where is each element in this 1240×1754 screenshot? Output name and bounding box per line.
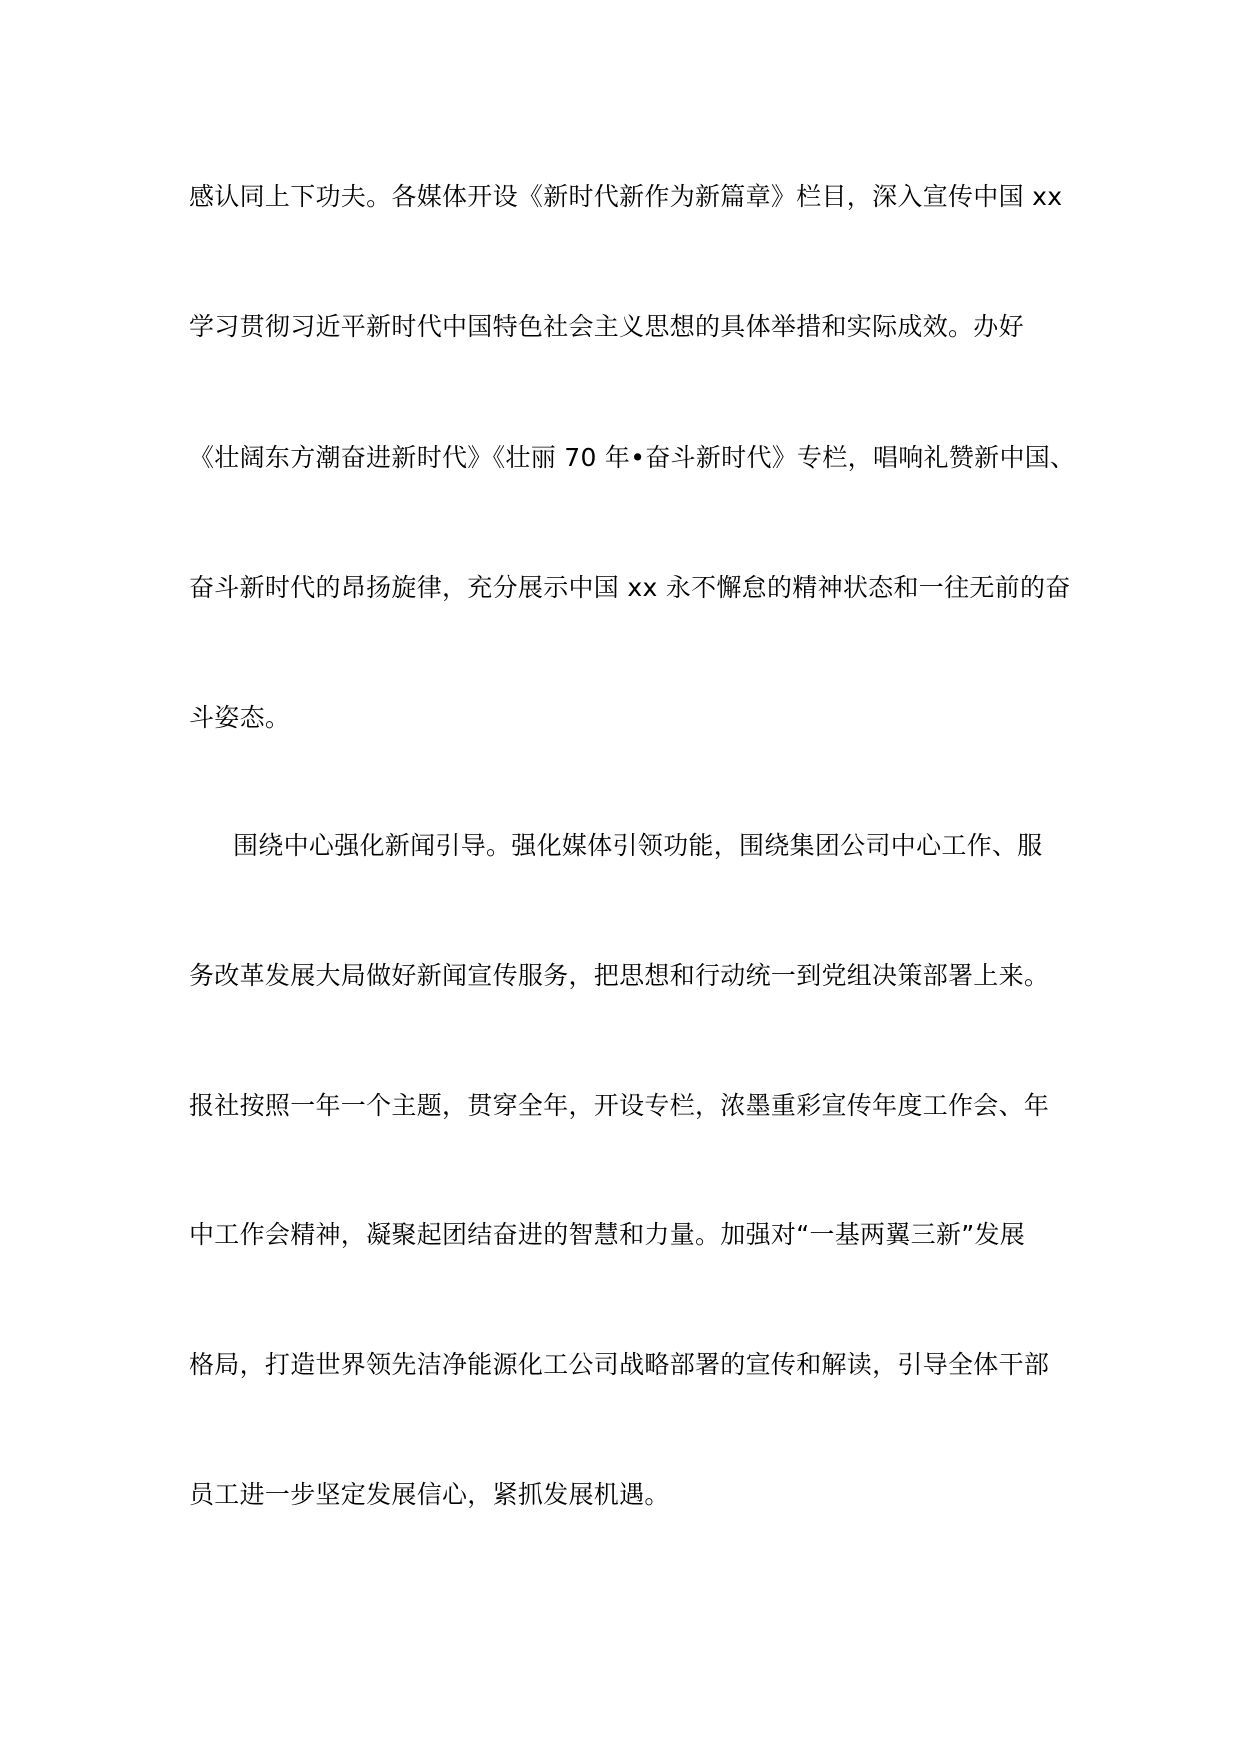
text-line: 务改革发展大局做好新闻宣传服务，把思想和行动统一到党组决策部署上来。: [189, 961, 1050, 990]
text-line: 《壮阔东方潮奋进新时代》《壮丽 70 年•奋斗新时代》专栏，唱响礼赞新中国、: [189, 443, 1076, 472]
text-line: 格局，打造世界领先洁净能源化工公司战略部署的宣传和解读，引导全体干部: [189, 1350, 1050, 1379]
text-line: 中工作会精神，凝聚起团结奋进的智慧和力量。加强对“一基两翼三新”发展: [189, 1220, 1026, 1249]
text-line: 员工进一步坚定发展信心，紧抓发展机遇。: [189, 1480, 670, 1509]
text-line: 感认同上下功夫。各媒体开设《新时代新作为新篇章》栏目，深入宣传中国 xx: [189, 182, 1063, 211]
paragraph-first-line: 围绕中心强化新闻引导。强化媒体引领功能，围绕集团公司中心工作、服: [233, 831, 1043, 860]
text-line: 斗姿态。: [189, 703, 291, 732]
text-line: 奋斗新时代的昂扬旋律，充分展示中国 xx 永不懈怠的精神状态和一往无前的奋: [189, 573, 1071, 602]
text-line: 学习贯彻习近平新时代中国特色社会主义思想的具体举措和实际成效。办好: [189, 312, 1024, 341]
text-line: 报社按照一年一个主题，贯穿全年，开设专栏，浓墨重彩宣传年度工作会、年: [189, 1091, 1050, 1120]
